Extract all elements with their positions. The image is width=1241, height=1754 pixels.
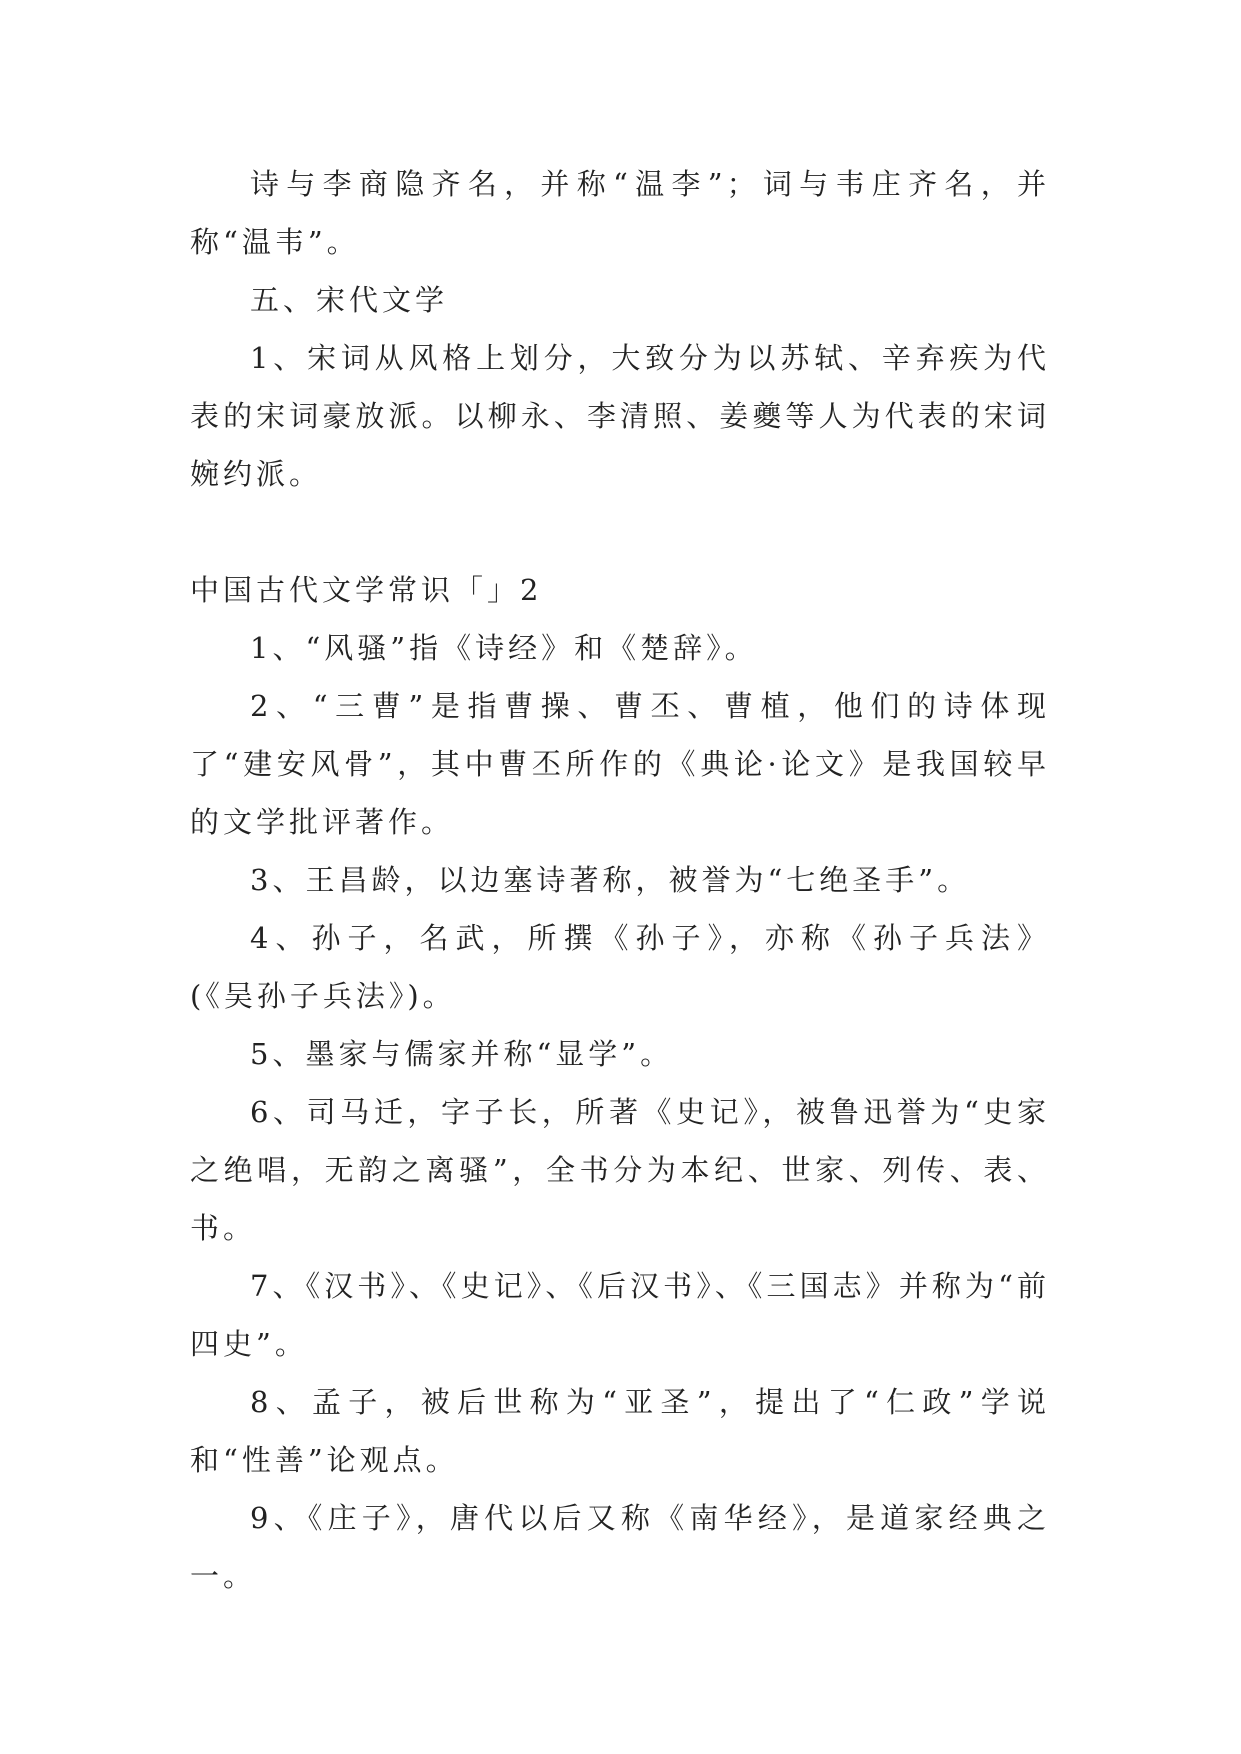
document-body	[190, 155, 1050, 1605]
list-item: 9、《庄子》，唐代以后又称《南华经》，是道家经典之一。	[190, 1501, 1050, 1593]
list-item: 1、“风骚”指《诗经》和《楚辞》。	[250, 631, 758, 665]
list-item: 5、墨家与儒家并称“显学”。	[250, 1037, 674, 1071]
list-item: 4、孙子，名武，所撰《孙子》，亦称《孙子兵法》(《吴孙子兵法》)。	[190, 921, 1050, 1013]
list-item: 6、司马迁，字子长，所著《史记》，被鲁迅誉为“史家之绝唱，无韵之离骚”，全书分为本纪、世家、列传、表、书。	[190, 1095, 1050, 1245]
list-item: 7、《汉书》、《史记》、《后汉书》、《三国志》并称为“前四史”。	[190, 1269, 1050, 1361]
section-title: 中国古代文学常识「」2	[190, 573, 543, 607]
paragraph-wen-tingyun: 诗与李商隐齐名，并称“温李”；词与韦庄齐名，并称“温韦”。	[190, 167, 1050, 259]
heading-song-literature: 五、宋代文学	[250, 283, 449, 317]
list-item: 8、孟子，被后世称为“亚圣”，提出了“仁政”学说和“性善”论观点。	[190, 1385, 1050, 1477]
list-item: 2、“三曹”是指曹操、曹丕、曹植，他们的诗体现了“建安风骨”，其中曹丕所作的《典论·论文》是我国较早的文学批评著作。	[190, 689, 1050, 839]
paragraph-song-ci: 1、宋词从风格上划分，大致分为以苏轼、辛弃疾为代表的宋词豪放派。以柳永、李清照、姜夔等人为代表的宋词婉约派。	[190, 341, 1050, 491]
list-item: 3、王昌龄，以边塞诗著称，被誉为“七绝圣手”。	[250, 863, 971, 897]
